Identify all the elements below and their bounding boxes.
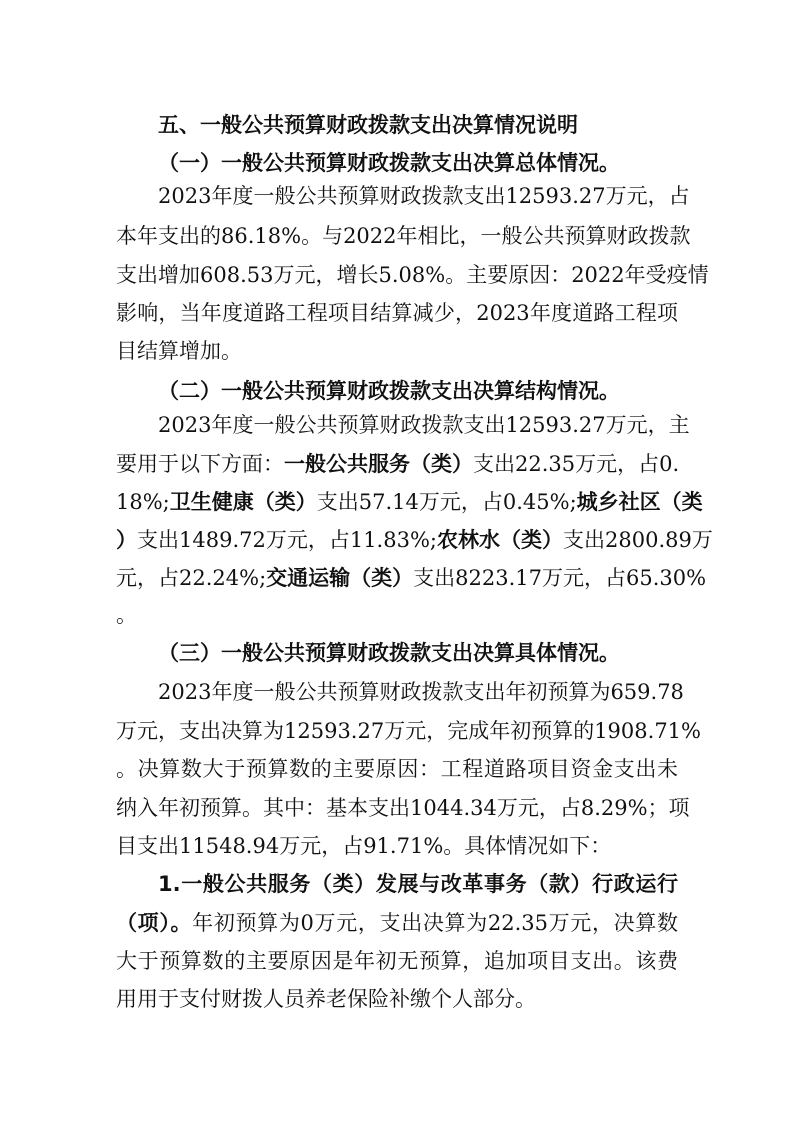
paragraph-line: 万元，支出决算为12593.27万元，完成年初预算的1908.71%	[116, 719, 701, 743]
text-run: 支出1489.72万元，占11.83%;	[137, 528, 437, 552]
paragraph-line: 大于预算数的主要原因是年初无预算，追加项目支出。该费	[116, 949, 678, 973]
category-general-public-services: 一般公共服务（类）	[284, 452, 473, 476]
paragraph-line: 2023年度一般公共预算财政拨款支出12593.27万元，主	[158, 413, 690, 437]
text-run: 支出57.14万元，占0.45%;	[316, 490, 577, 514]
paragraph-line: 用用于支付财拨人员养老保险补缴个人部分。	[116, 987, 536, 1011]
text-run: 年初预算为0万元，支出决算为22.35万元，决算数	[192, 911, 678, 935]
paragraph-line: 纳入年初预算。其中：基本支出1044.34万元，占8.29%；项	[116, 796, 690, 820]
text-run: 元，占22.24%;	[116, 566, 267, 590]
paragraph-line: 。决算数大于预算数的主要原因：工程道路项目资金支出未	[116, 757, 678, 781]
subsection-3-heading: （三）一般公共预算财政拨款支出决算具体情况。	[158, 641, 620, 665]
paragraph-line: 支出增加608.53万元，增长5.08%。主要原因：2022年受疫情	[116, 263, 709, 287]
subsection-2-heading: （二）一般公共预算财政拨款支出决算结构情况。	[158, 379, 620, 403]
text-run: 支出22.35万元，占0.	[473, 452, 680, 476]
category-health: 卫生健康（类）	[169, 490, 317, 514]
paragraph-line: 影响，当年度道路工程项目结算减少，2023年度道路工程项	[116, 301, 678, 325]
category-urban-rural-close: ）	[116, 528, 137, 552]
paragraph-line	[116, 482, 703, 522]
paragraph-line: 目支出11548.94万元，占91.71%。具体情况如下：	[116, 834, 612, 858]
paragraph-line: 目结算增加。	[116, 339, 242, 363]
section-title: 五、一般公共预算财政拨款支出决算情况说明	[158, 113, 578, 137]
paragraph-line: 。	[116, 603, 137, 627]
category-transport: 交通运输（类）	[266, 566, 414, 590]
paragraph-line	[116, 903, 678, 943]
paragraph-line: 本年支出的86.18%。与2022年相比，一般公共预算财政拨款	[116, 224, 691, 248]
category-agriculture: 农林水（类）	[437, 528, 563, 552]
paragraph-line	[116, 444, 678, 484]
paragraph-line	[116, 558, 707, 598]
text-run: 18%;	[116, 490, 170, 514]
text-run: 支出2800.89万	[563, 528, 713, 552]
paragraph-line	[116, 520, 713, 560]
paragraph-line: 2023年度一般公共预算财政拨款支出12593.27万元，占	[158, 184, 690, 208]
paragraph-line: 2023年度一般公共预算财政拨款支出年初预算为659.78	[158, 680, 684, 704]
item-1-heading-end: （项）。	[116, 911, 193, 935]
category-urban-rural: 城乡社区（类	[576, 490, 703, 514]
item-1-heading: 1.一般公共服务（类）发展与改革事务（款）行政运行	[158, 872, 678, 896]
subsection-1-heading: （一）一般公共预算财政拨款支出决算总体情况。	[158, 151, 620, 175]
text-run: 要用于以下方面：	[116, 452, 284, 476]
text-run: 支出8223.17万元，占65.30%	[413, 566, 707, 590]
